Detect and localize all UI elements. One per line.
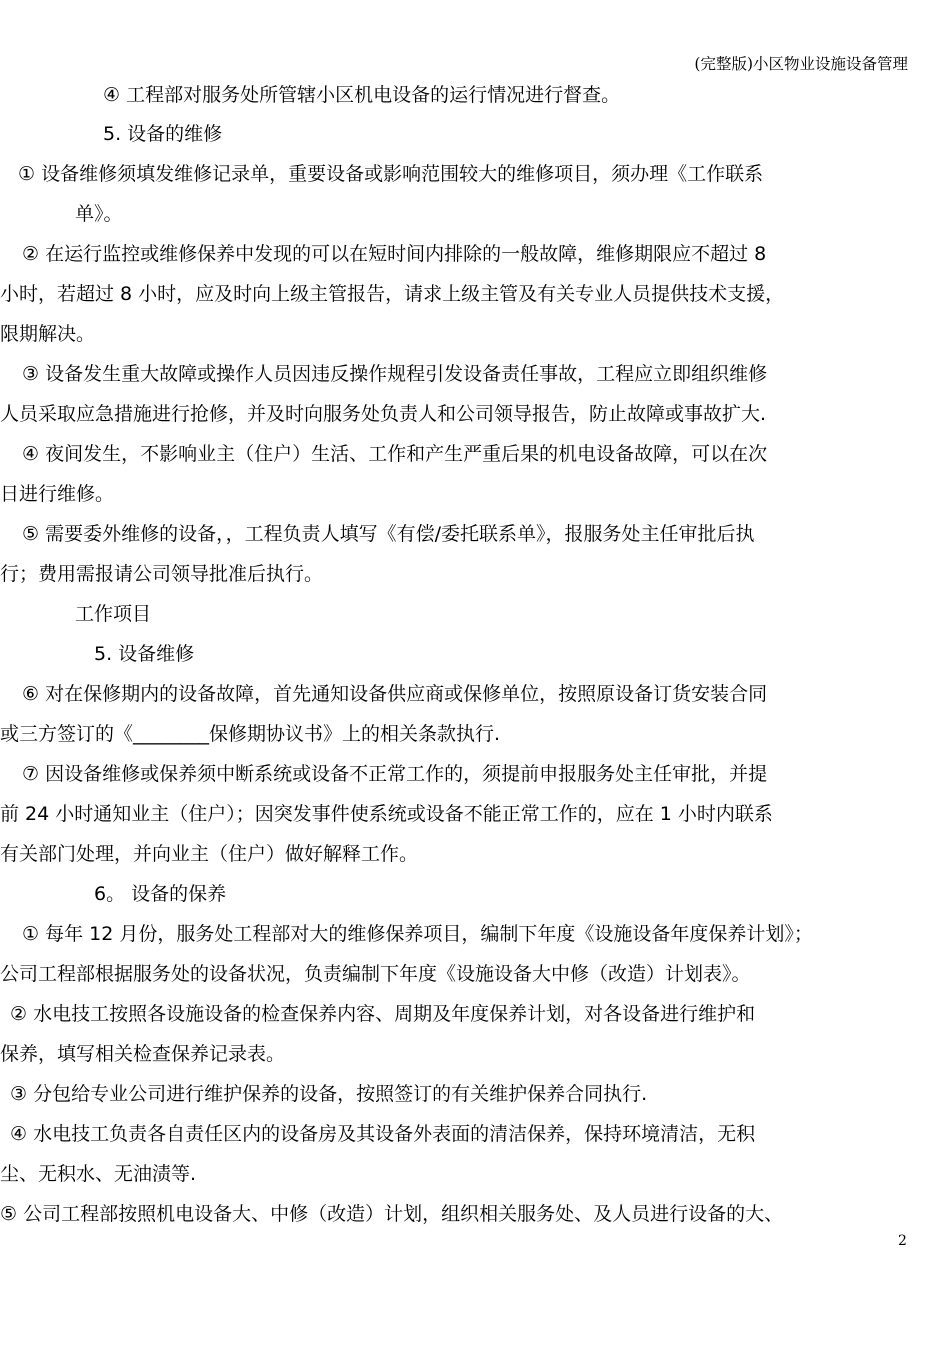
text-line: ② 水电技工按照各设施设备的检查保养内容、周期及年度保养计划，对各设备进行维护和	[10, 1003, 756, 1025]
text-line: ① 每年 12 月份，服务处工程部对大的维修保养项目，编制下年度《设施设备年度保养计划》；	[22, 923, 813, 945]
section-heading: 5. 设备维修	[94, 643, 195, 665]
text-line: ⑤ 公司工程部按照机电设备大、中修（改造）计划，组织相关服务处、及人员进行设备的大、	[0, 1203, 784, 1225]
section-heading: 6。 设备的保养	[94, 883, 227, 905]
text-line: 行；费用需报请公司领导批准后执行。	[0, 563, 324, 585]
text-line: ⑤ 需要委外维修的设备，，工程负责人填写《有偿/委托联系单》，报服务处主任审批后执	[22, 523, 755, 545]
text-line: ③ 分包给专业公司进行维护保养的设备，按照签订的有关维护保养合同执行.	[10, 1083, 648, 1105]
text-line: ⑦ 因设备维修或保养须中断系统或设备不正常工作的，须提前申报服务处主任审批，并提	[22, 763, 768, 785]
text-line: 人员采取应急措施进行抢修，并及时向服务处负责人和公司领导报告，防止故障或事故扩大.	[0, 403, 767, 425]
text-line: ④ 水电技工负责各自责任区内的设备房及其设备外表面的清洁保养，保持环境清洁，无积	[10, 1123, 756, 1145]
text-line: ① 设备维修须填发维修记录单，重要设备或影响范围较大的维修项目，须办理《工作联系	[18, 163, 764, 185]
page-number: 2	[898, 1233, 907, 1249]
text-line: ② 在运行监控或维修保养中发现的可以在短时间内排除的一般故障，维修期限应不超过 8	[22, 243, 767, 265]
text-line: ④ 工程部对服务处所管辖小区机电设备的运行情况进行督查。	[103, 84, 621, 106]
text-line: 有关部门处理，并向业主（住户）做好解释工作。	[0, 843, 419, 865]
text-line: 日进行维修。	[0, 483, 115, 505]
text-line: 尘、无积水、无油渍等.	[0, 1163, 197, 1185]
text-line: 小时，若超过 8 小时，应及时向上级主管报告，请求上级主管及有关专业人员提供技术支援，	[0, 283, 785, 305]
text-line: ③ 设备发生重大故障或操作人员因违反操作规程引发设备责任事故，工程应立即组织维修	[22, 363, 768, 385]
section-heading: 5. 设备的维修	[103, 123, 223, 145]
text-line: 或三方签订的《________保修期协议书》上的相关条款执行.	[0, 723, 501, 745]
running-header: (完整版)小区物业设施设备管理	[694, 55, 908, 73]
text-line: 公司工程部根据服务处的设备状况，负责编制下年度《设施设备大中修（改造）计划表》。	[0, 963, 751, 985]
text-line: 前 24 小时通知业主（住户）；因突发事件使系统或设备不能正常工作的，应在 1 小时内联系	[0, 803, 773, 825]
text-line: ⑥ 对在保修期内的设备故障，首先通知设备供应商或保修单位，按照原设备订货安装合同	[22, 683, 768, 705]
text-line: 单》。	[75, 203, 123, 225]
section-heading: 工作项目	[75, 603, 152, 625]
text-line: ④ 夜间发生，不影响业主（住户）生活、工作和产生严重后果的机电设备故障，可以在次	[22, 443, 768, 465]
text-line: 保养，填写相关检查保养记录表。	[0, 1043, 286, 1065]
text-line: 限期解决。	[0, 323, 96, 345]
